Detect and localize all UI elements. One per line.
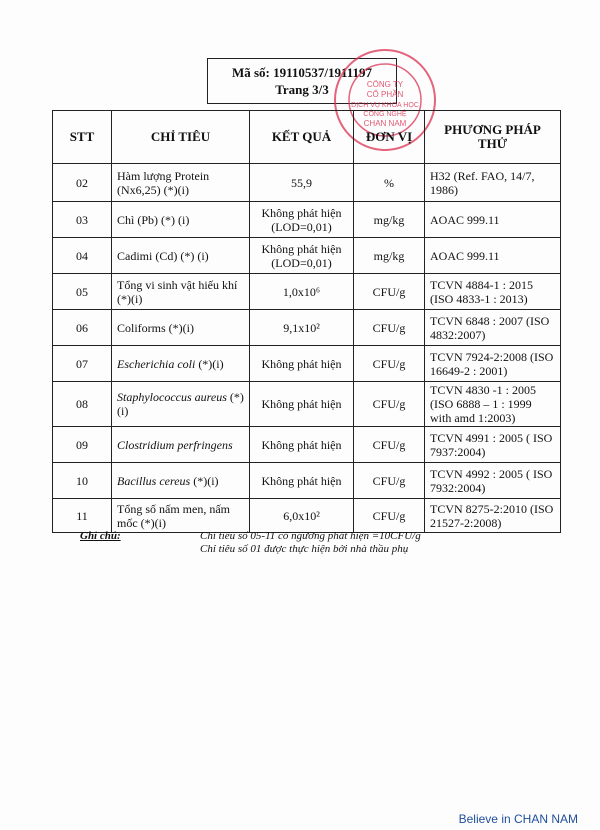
table-row — [53, 202, 561, 238]
item-cell: Tổng số nấm men, nấm mốc (*)(i) — [112, 499, 250, 533]
stt-cell: 04 — [53, 238, 112, 274]
table-row — [53, 164, 561, 202]
stt-cell: 06 — [53, 310, 112, 346]
column-header: KẾT QUẢ — [250, 111, 354, 164]
method-cell: AOAC 999.11 — [425, 202, 561, 238]
method-cell: TCVN 4991 : 2005 ( ISO 7937:2004) — [425, 427, 561, 463]
method-cell: AOAC 999.11 — [425, 238, 561, 274]
table-row — [53, 463, 561, 499]
stt-cell: 09 — [53, 427, 112, 463]
table-row — [53, 427, 561, 463]
item-cell: Hàm lượng Protein (Nx6,25) (*)(i) — [112, 164, 250, 202]
stt-cell: 10 — [53, 463, 112, 499]
result-cell: Không phát hiện — [250, 463, 354, 499]
organism-name: Bacillus cereus — [117, 473, 191, 488]
method-cell: TCVN 7924-2:2008 (ISO 16649-2 : 2001) — [425, 346, 561, 382]
method-cell: H32 (Ref. FAO, 14/7, 1986) — [425, 164, 561, 202]
method-cell: TCVN 6848 : 2007 (ISO 4832:2007) — [425, 310, 561, 346]
method-cell: TCVN 4830 -1 : 2005 (ISO 6888 – 1 : 1999 with amd 1:2003) — [425, 382, 561, 427]
stt-cell: 07 — [53, 346, 112, 382]
item-cell — [112, 382, 250, 427]
unit-cell: CFU/g — [354, 310, 425, 346]
notes-label: Ghi chú: — [80, 530, 121, 542]
table-row — [53, 499, 561, 533]
footer-slogan: Believe in CHAN NAM — [458, 812, 578, 826]
unit-cell: mg/kg — [354, 238, 425, 274]
table-row — [53, 346, 561, 382]
organism-name: Escherichia coli — [117, 356, 196, 371]
note-line-1: Chỉ tiêu số 05-11 có ngưỡng phát hiện =10CFU/g — [200, 530, 421, 542]
table-row — [53, 382, 561, 427]
results-table — [52, 110, 561, 533]
table-row — [53, 274, 561, 310]
column-header: CHỈ TIÊU — [112, 111, 250, 164]
svg-text:CHAN NAM: CHAN NAM — [363, 119, 407, 128]
column-header: PHƯƠNG PHÁP THỬ — [425, 111, 561, 164]
item-cell: Cadimi (Cd) (*) (i) — [112, 238, 250, 274]
svg-text:DỊCH VỤ KHOA HỌC: DỊCH VỤ KHOA HỌC — [351, 102, 419, 109]
unit-cell: CFU/g — [354, 499, 425, 533]
result-cell: Không phát hiện (LOD=0,01) — [250, 238, 354, 274]
unit-cell: CFU/g — [354, 346, 425, 382]
note-line-2: Chỉ tiêu số 01 được thực hiện bởi nhà thầu phụ — [200, 543, 409, 555]
item-cell — [112, 463, 250, 499]
result-cell: Không phát hiện (LOD=0,01) — [250, 202, 354, 238]
column-header: ĐƠN VỊ — [354, 111, 425, 164]
unit-cell: CFU/g — [354, 463, 425, 499]
item-suffix: (*)(i) — [117, 390, 244, 418]
unit-cell: % — [354, 164, 425, 202]
result-cell: 9,1x10² — [250, 310, 354, 346]
result-cell: Không phát hiện — [250, 346, 354, 382]
result-cell: 1,0x10⁶ — [250, 274, 354, 310]
unit-cell: mg/kg — [354, 202, 425, 238]
result-cell: Không phát hiện — [250, 382, 354, 427]
organism-name: Staphylococcus aureus — [117, 390, 227, 404]
svg-text:CÔNG NGHỆ: CÔNG NGHỆ — [363, 111, 407, 118]
result-cell: 55,9 — [250, 164, 354, 202]
unit-cell: CFU/g — [354, 427, 425, 463]
stt-cell: 02 — [53, 164, 112, 202]
organism-name: Clostridium perfringens — [117, 437, 233, 452]
item-suffix: (*)(i) — [195, 356, 224, 371]
page-number: Trang 3/3 — [275, 82, 329, 97]
stt-cell: 03 — [53, 202, 112, 238]
stt-cell: 11 — [53, 499, 112, 533]
result-cell: Không phát hiện — [250, 427, 354, 463]
table-row — [53, 310, 561, 346]
report-code: Mã số: 19110537/1911197 — [231, 65, 373, 80]
item-cell: Chì (Pb) (*) (i) — [112, 202, 250, 238]
method-cell: TCVN 8275-2:2010 (ISO 21527-2:2008) — [425, 499, 561, 533]
method-cell: TCVN 4884-1 : 2015 (ISO 4833-1 : 2013) — [425, 274, 561, 310]
stt-cell: 05 — [53, 274, 112, 310]
stt-cell: 08 — [53, 382, 112, 427]
result-cell: 6,0x10² — [250, 499, 354, 533]
table-row — [53, 238, 561, 274]
svg-text:CÔNG TY: CÔNG TY — [366, 80, 404, 89]
unit-cell: CFU/g — [354, 274, 425, 310]
item-cell — [112, 427, 250, 463]
item-suffix: (*)(i) — [190, 473, 219, 488]
column-header: STT — [53, 111, 112, 164]
item-cell: Tổng vi sinh vật hiếu khí (*)(i) — [112, 274, 250, 310]
unit-cell: CFU/g — [354, 382, 425, 427]
svg-text:CỔ PHẦN: CỔ PHẦN — [366, 90, 404, 99]
item-cell — [112, 346, 250, 382]
method-cell: TCVN 4992 : 2005 ( ISO 7932:2004) — [425, 463, 561, 499]
item-cell: Coliforms (*)(i) — [112, 310, 250, 346]
